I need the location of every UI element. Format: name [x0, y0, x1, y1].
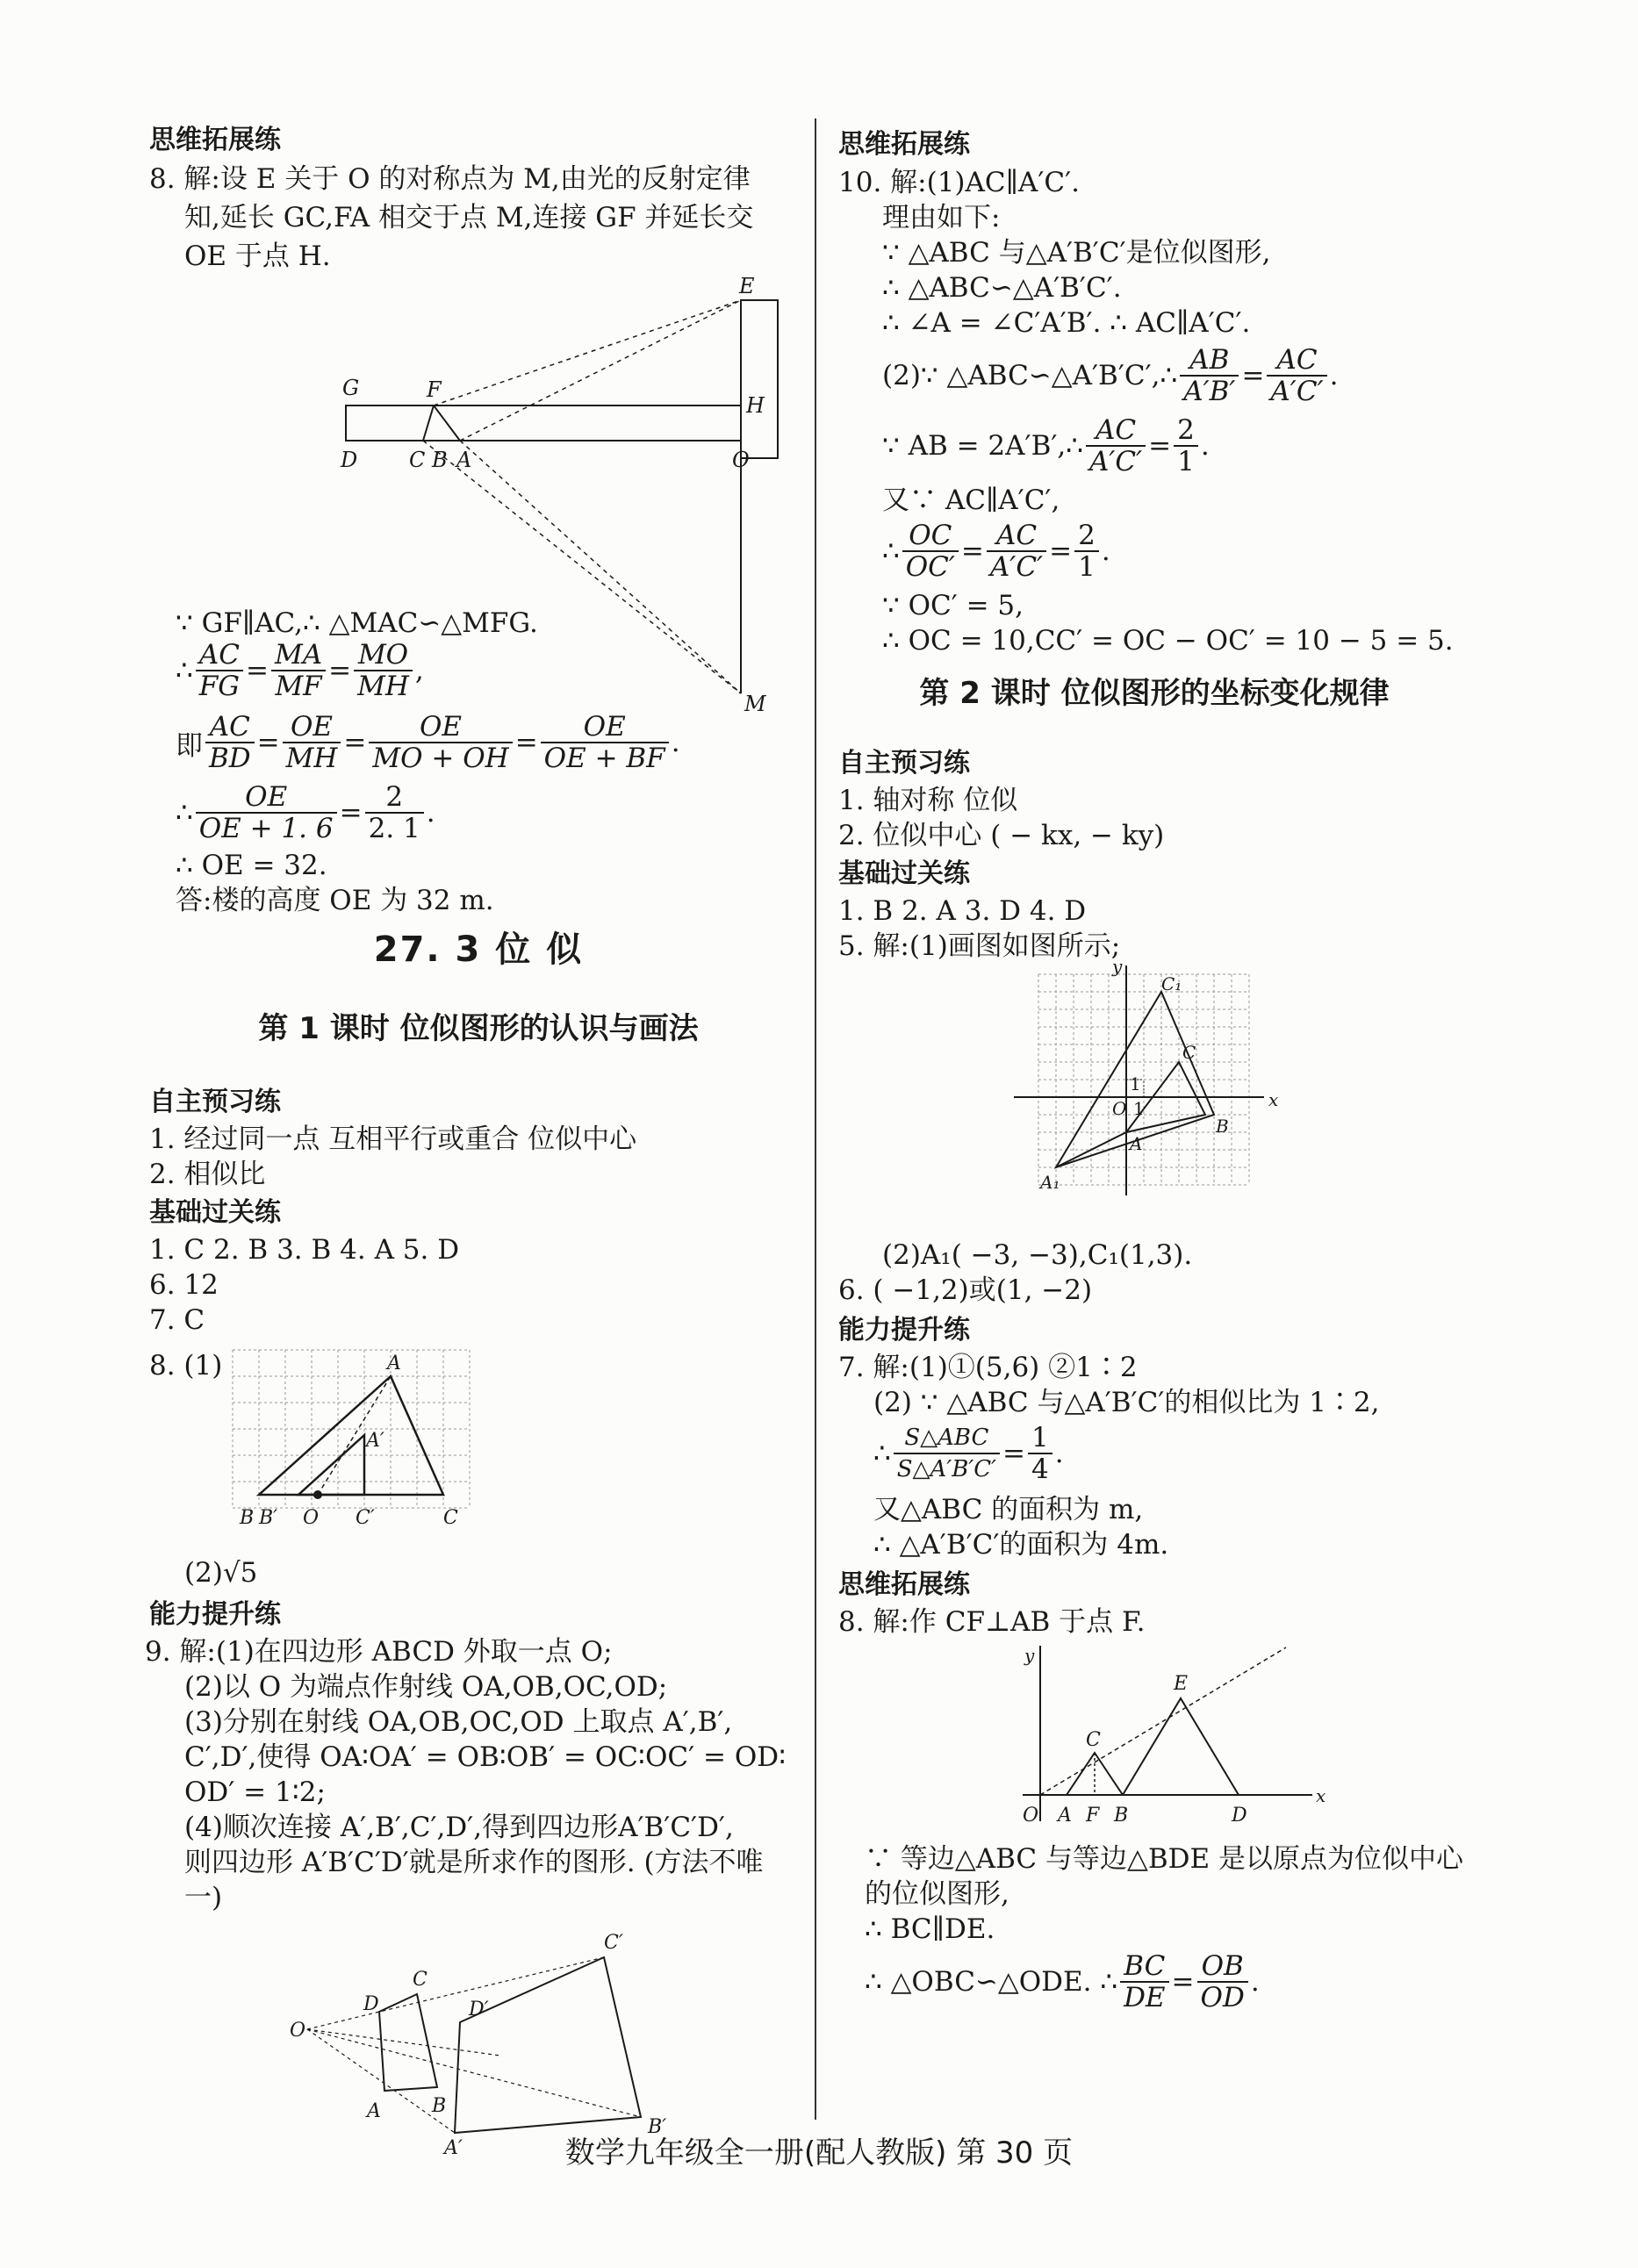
q9-line: C′,D′,使得 OA∶OA′ = OB∶OB′ = OC∶OC′ = OD∶	[184, 1741, 787, 1773]
q7-line: 7. 解:(1)①(5,6) ②1∶2	[838, 1352, 1138, 1383]
fig3-label: D′	[469, 1999, 489, 2020]
q10-line: 10. 解:(1)AC∥A′C′.	[838, 167, 1080, 198]
fig2-label: B	[240, 1507, 255, 1529]
fraction: $\frac{1}{4}$	[1028, 1423, 1052, 1484]
fig4-label: 1	[1130, 1073, 1141, 1095]
fig4-label: O	[1112, 1098, 1127, 1119]
fig1-label: G	[342, 376, 360, 400]
fraction: $\frac{2}{2. 1}$	[365, 782, 424, 843]
answer-line: 1. B 2. A 3. D 4. D	[838, 895, 1087, 927]
q8-text-line: OE 于点 H.	[184, 240, 331, 272]
fig2-label: B′	[259, 1507, 278, 1529]
fig5-label: x	[1316, 1785, 1326, 1806]
q8-text-line: 知,延长 GC,FA 相交于点 M,连接 GF 并延长交	[184, 202, 754, 233]
fig4-label: B	[1216, 1116, 1229, 1137]
therefore-sign: ∴	[176, 655, 193, 686]
answer-line: 1. 经过同一点 互相平行或重合 位似中心	[149, 1123, 637, 1155]
answer-line: 6. 12	[149, 1269, 219, 1301]
fraction: $\frac{AB}{A'B'}$	[1180, 345, 1239, 406]
section-title: 27. 3 位 似	[373, 929, 584, 970]
fraction: $\frac{MA}{MF}$	[271, 640, 326, 701]
section-heading: 能力提升练	[149, 1599, 281, 1630]
fig2-label: A′	[366, 1430, 384, 1452]
fraction: $\frac{AC}{BD}$	[205, 712, 255, 773]
fig4-label: x	[1268, 1089, 1279, 1110]
ground-rect	[346, 406, 741, 441]
fig3-label: A′	[444, 2137, 463, 2159]
fig2-label: A	[387, 1353, 401, 1374]
q10-line: 理由如下:	[882, 202, 1001, 233]
fig4-label: C	[1182, 1042, 1196, 1063]
fig2-label: O	[303, 1507, 320, 1529]
equation-fraction: 即 $\frac{AC}{BD}$ = $\frac{OE}{MH}$ = $\frac{OE}{MO + OH}$ = $\frac{OE}{OE + BF}$ .	[176, 711, 680, 774]
fraction: $\frac{AC}{A'C'}$	[987, 520, 1046, 582]
fig5-label: y	[1024, 1645, 1035, 1666]
figure-quadrilateral-homothety	[272, 1913, 711, 2159]
fraction: $\frac{BC}{DE}$	[1120, 1951, 1168, 2013]
fraction: $\frac{OC}{OC'}$	[902, 520, 959, 582]
section-heading: 思维拓展练	[149, 125, 281, 155]
equation-fraction: ∴ △OBC∽△ODE. ∴ $\frac{BC}{DE}$ = $\frac{OB}{OD}$ .	[865, 1950, 1260, 2013]
fig5-label: D	[1232, 1805, 1247, 1827]
fig1-label: B	[432, 448, 448, 472]
fig1-label: C	[409, 448, 426, 472]
column-divider	[815, 118, 816, 2120]
q9-line: (3)分别在射线 OA,OB,OC,OD 上取点 A′,B′,	[184, 1706, 733, 1738]
lesson-title: 第 2 课时 位似图形的坐标变化规律	[919, 676, 1390, 711]
q10-line: ∴ △ABC∽△A′B′C′.	[882, 272, 1122, 304]
figure-homothety-grid	[233, 1350, 514, 1543]
q10-line: 又∵ AC∥A′C′,	[882, 484, 1060, 516]
fig2-label: C′	[356, 1507, 375, 1529]
figure-equilateral-homothety	[1023, 1646, 1339, 1830]
fig4-label: A₁	[1040, 1172, 1060, 1193]
q8-line: 8. 解:作 CF⊥AB 于点 F.	[838, 1606, 1146, 1638]
equation-fraction: ∴ $\frac{\text{S△ABC}}{S\triangle A'B'C'}$ = $\frac{1}{4}$ .	[873, 1422, 1064, 1485]
fig5-label: E	[1174, 1673, 1189, 1695]
q8-line: 的位似图形,	[865, 1878, 1009, 1910]
building-rect	[741, 300, 778, 458]
q10-line: ∵ △ABC 与△A′B′C′是位似图形,	[882, 237, 1271, 269]
fraction: $\frac{2}{1}$	[1074, 520, 1099, 582]
fraction: $\frac{2}{1}$	[1174, 415, 1198, 477]
q9-line: 则四边形 A′B′C′D′就是所求作的图形. (方法不唯	[184, 1847, 764, 1878]
fig1-label: A	[456, 448, 472, 472]
q9-line: 9. 解:(1)在四边形 ABCD 外取一点 O;	[145, 1636, 613, 1668]
fig5-label: C	[1086, 1729, 1101, 1751]
section-heading: 自主预习练	[149, 1087, 281, 1117]
fig1-label: E	[739, 274, 755, 298]
answer-line: 7. C	[149, 1304, 205, 1336]
fig1-label: M	[744, 692, 766, 716]
section-heading: 能力提升练	[838, 1315, 970, 1346]
equation-fraction: ∴ $\frac{AC}{FG}$ = $\frac{MA}{MF}$ = $\frac{MO}{MH}$ ,	[176, 639, 424, 702]
fig2-label: C	[443, 1507, 458, 1529]
fig3-label: A	[367, 2100, 381, 2122]
fraction: $\frac{OE}{OE + 1. 6}$	[196, 782, 337, 843]
fig3-label: C	[413, 1969, 427, 1991]
answer: 答:楼的高度 OE 为 32 m.	[176, 885, 494, 916]
equation-fraction: ∴ $\frac{OE}{OE + 1. 6}$ = $\frac{2}{2. 1}$ .	[176, 781, 435, 844]
fig4-label: C₁	[1161, 973, 1182, 994]
section-heading: 自主预习练	[838, 748, 970, 779]
q9-line: 一)	[184, 1882, 223, 1913]
fig5-label: B	[1114, 1805, 1129, 1827]
section-heading: 基础过关练	[838, 858, 970, 889]
lesson-title: 第 1 课时 位似图形的认识与画法	[258, 1011, 699, 1046]
answer-line: (2)A₁( −3, −3),C₁(1,3).	[882, 1239, 1193, 1271]
answer-line: 6. ( −1,2)或(1, −2)	[838, 1274, 1093, 1306]
fraction: $\frac{OB}{OD}$	[1197, 1951, 1248, 2013]
equation: ∵ GF∥AC,∴ △MAC∽△MFG.	[176, 607, 538, 639]
answer-line: 2. 位似中心 ( − kx, − ky)	[838, 820, 1165, 851]
page-footer: 数学九年级全一册(配人教版) 第 30 页	[564, 2135, 1074, 2171]
equation-fraction: (2)∵ △ABC∽△A′B′C′,∴ $\frac{AB}{A'B'}$ = $\frac{AC}{A'C'}$ .	[882, 344, 1339, 407]
q10-line: ∴ ∠A = ∠C′A′B′. ∴ AC∥A′C′.	[882, 307, 1251, 339]
fraction: $\frac{AC}{A'C'}$	[1267, 345, 1326, 406]
q10-line: ∵ OC′ = 5,	[882, 590, 1024, 621]
fraction: $\frac{\text{S△ABC}}{S\triangle A'B'C'}$	[894, 1423, 1000, 1484]
q7-line: (2) ∵ △ABC 与△A′B′C′的相似比为 1∶2,	[873, 1387, 1380, 1418]
fraction: $\frac{OE}{OE + BF}$	[541, 712, 669, 773]
fig5-label: F	[1086, 1805, 1100, 1827]
fraction: $\frac{AC}{FG}$	[196, 640, 243, 701]
fig3-label: D	[363, 1993, 379, 2015]
fig3-label: O	[290, 2020, 306, 2042]
q10-line: ∴ OC = 10,CC′ = OC − OC′ = 10 − 5 = 5.	[882, 625, 1454, 657]
fraction: $\frac{AC}{A'C'}$	[1086, 415, 1146, 477]
answer-line: (2)√5	[184, 1557, 258, 1589]
section-heading: 思维拓展练	[838, 129, 970, 160]
q8-line: ∵ 等边△ABC 与等边△BDE 是以原点为位似中心	[865, 1843, 1463, 1875]
answer-line: 8. (1)	[149, 1350, 223, 1382]
q9-line: (4)顺次连接 A′,B′,C′,D′,得到四边形A′B′C′D′,	[184, 1812, 734, 1843]
fig3-label: C′	[604, 1932, 623, 1954]
q7-line: ∴ △A′B′C′的面积为 4m.	[873, 1529, 1169, 1561]
equation-fraction: ∴ $\frac{OC}{OC'}$ = $\frac{AC}{A'C'}$ = $\frac{2}{1}$ .	[882, 520, 1110, 583]
answer-line: 2. 相似比	[149, 1159, 266, 1190]
fig1-label: O	[732, 448, 750, 472]
answer-line: 1. 轴对称 位似	[838, 785, 1018, 816]
fig5-label: A	[1058, 1805, 1072, 1827]
section-heading: 思维拓展练	[838, 1569, 970, 1600]
fig3-label: B′	[648, 2116, 667, 2138]
fraction: $\frac{MO}{MH}$	[354, 640, 413, 701]
fig1-label: H	[746, 393, 765, 418]
section-heading: 基础过关练	[149, 1197, 281, 1228]
q8-line: ∴ BC∥DE.	[865, 1913, 995, 1945]
fig5-label: O	[1023, 1805, 1039, 1827]
fig1-label: F	[427, 377, 442, 402]
q8-text-line: 8. 解:设 E 关于 O 的对称点为 M,由光的反射定律	[149, 163, 751, 195]
fig4-label: y	[1112, 956, 1123, 977]
fraction: $\frac{OE}{MH}$	[283, 712, 341, 773]
fig4-label: A	[1130, 1133, 1143, 1154]
fraction: $\frac{OE}{MO + OH}$	[369, 712, 512, 773]
figure-coordinate-homothety	[1014, 956, 1330, 1229]
fig3-label: B	[432, 2095, 447, 2117]
equation-fraction: ∵ AB = 2A′B′,∴ $\frac{AC}{A'C'}$ = $\frac{2}{1}$ .	[882, 414, 1210, 477]
answer-line: 1. C 2. B 3. B 4. A 5. D	[149, 1234, 460, 1266]
q9-line: OD′ = 1∶2;	[184, 1776, 326, 1808]
equation: ∴ OE = 32.	[176, 850, 327, 881]
q7-line: 又△ABC 的面积为 m,	[873, 1494, 1144, 1525]
fig4-label: 1	[1133, 1098, 1145, 1119]
q9-line: (2)以 O 为端点作射线 OA,OB,OC,OD;	[184, 1671, 668, 1703]
fig1-label: D	[341, 448, 358, 472]
answer-line: 5. 解:(1)画图如图所示;	[838, 930, 1121, 962]
prefix: 即	[176, 729, 203, 762]
